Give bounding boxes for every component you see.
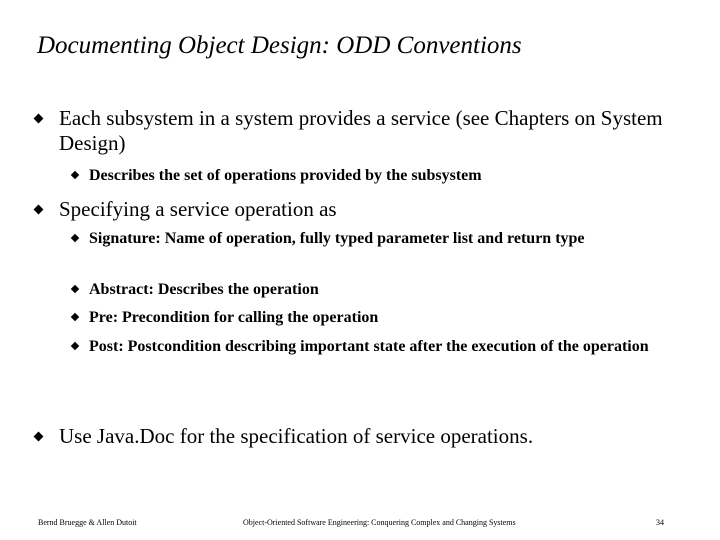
sub-bullet-operations-set: [89, 165, 689, 187]
slide-title: Documenting Object Design: ODD Conventions: [37, 32, 522, 59]
footer-authors: Bernd Bruegge & Allen Dutoit: [38, 518, 137, 527]
diamond-bullet-icon: [71, 342, 79, 350]
sub-bullet-text: Post: Postcondition describing important state after the execution of the operation: [89, 338, 649, 355]
sub-bullet-signature: [89, 228, 689, 250]
diamond-bullet-icon: [71, 171, 79, 179]
diamond-bullet-icon: [71, 313, 79, 321]
bullet-text: Use Java.Doc for the specification of service operations.: [59, 424, 534, 448]
sub-bullet-text: Pre: Precondition for calling the operation: [89, 309, 379, 326]
bullet-text: Each subsystem in a system provides a service (see Chapters on System Design): [59, 106, 663, 155]
bullet-javadoc: [59, 424, 689, 449]
footer-page-number: 34: [656, 518, 664, 527]
diamond-bullet-icon: [34, 432, 44, 442]
sub-bullet-abstract: [89, 279, 689, 301]
bullet-specifying-operation: [59, 197, 689, 222]
sub-bullet-precondition: [89, 307, 689, 329]
sub-bullet-postcondition: [89, 336, 689, 358]
footer-book-title: Object-Oriented Software Engineering: Conquering Complex and Changing Systems: [243, 518, 516, 527]
diamond-bullet-icon: [71, 285, 79, 293]
diamond-bullet-icon: [71, 234, 79, 242]
sub-bullet-text: Describes the set of operations provided by the subsystem: [89, 167, 482, 184]
sub-bullet-text: Abstract: Describes the operation: [89, 281, 319, 298]
bullet-text: Specifying a service operation as: [59, 197, 337, 221]
sub-bullet-text: Signature: Name of operation, fully typed parameter list and return type: [89, 230, 585, 247]
diamond-bullet-icon: [34, 114, 44, 124]
bullet-subsystem-service: [59, 106, 689, 156]
diamond-bullet-icon: [34, 205, 44, 215]
